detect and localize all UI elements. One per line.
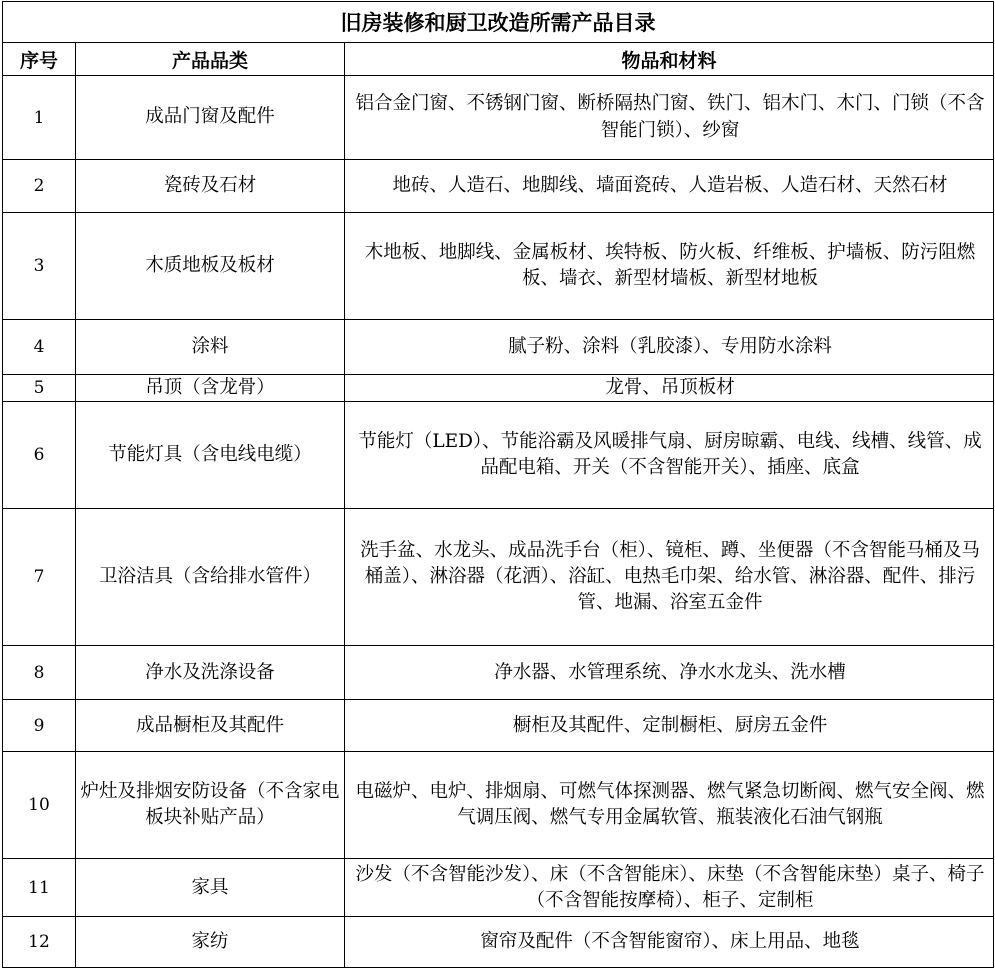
row-items: 龙骨、吊顶板材	[345, 375, 994, 402]
row-category: 吊顶（含龙骨）	[76, 375, 345, 402]
row-items: 电磁炉、电炉、排烟扇、可燃气体探测器、燃气紧急切断阀、燃气安全阀、燃气调压阀、燃气专用金属软管、瓶装液化石油气钢瓶	[345, 752, 994, 859]
row-number: 2	[3, 160, 76, 213]
row-category: 木质地板及板材	[76, 213, 345, 320]
row-category: 成品门窗及配件	[76, 76, 345, 160]
row-items: 洗手盆、水龙头、成品洗手台（柜）、镜柜、蹲、坐便器（不含智能马桶及马桶盖）、淋浴器（花洒）、浴缸、电热毛巾架、给水管、淋浴器、配件、排污管、地漏、浴室五金件	[345, 509, 994, 646]
header-category: 产品品类	[76, 43, 345, 76]
row-number: 10	[3, 752, 76, 859]
header-row	[3, 43, 994, 76]
row-number: 1	[3, 76, 76, 160]
row-category: 涂料	[76, 320, 345, 375]
row-items: 木地板、地脚线、金属板材、埃特板、防火板、纤维板、护墙板、防污阻燃板、墙衣、新型材墙板、新型材地板	[345, 213, 994, 320]
header-number: 序号	[3, 43, 76, 76]
row-number: 8	[3, 646, 76, 700]
table-title: 旧房装修和厨卫改造所需产品目录	[3, 2, 994, 43]
row-category: 成品橱柜及其配件	[76, 700, 345, 752]
table-row	[3, 320, 994, 375]
row-items: 橱柜及其配件、定制橱柜、厨房五金件	[345, 700, 994, 752]
row-number: 11	[3, 859, 76, 917]
row-category: 节能灯具（含电线电缆）	[76, 402, 345, 509]
table-row	[3, 917, 994, 968]
table-row	[3, 76, 994, 160]
table-row	[3, 402, 994, 509]
row-items: 腻子粉、涂料（乳胶漆）、专用防水涂料	[345, 320, 994, 375]
table-row	[3, 509, 994, 646]
row-items: 铝合金门窗、不锈钢门窗、断桥隔热门窗、铁门、铝木门、木门、门锁（不含智能门锁）、纱窗	[345, 76, 994, 160]
table-row	[3, 646, 994, 700]
table-row	[3, 859, 994, 917]
row-category: 家纺	[76, 917, 345, 968]
product-catalog-table	[2, 1, 994, 968]
row-category: 净水及洗涤设备	[76, 646, 345, 700]
row-items: 地砖、人造石、地脚线、墙面瓷砖、人造岩板、人造石材、天然石材	[345, 160, 994, 213]
row-items: 净水器、水管理系统、净水水龙头、洗水槽	[345, 646, 994, 700]
table-row	[3, 213, 994, 320]
title-row	[3, 2, 994, 43]
row-number: 12	[3, 917, 76, 968]
table-row	[3, 375, 994, 402]
header-items: 物品和材料	[345, 43, 994, 76]
table-row	[3, 160, 994, 213]
row-number: 9	[3, 700, 76, 752]
table-row	[3, 700, 994, 752]
row-items: 沙发（不含智能沙发）、床（不含智能床）、床垫（不含智能床垫）桌子、椅子（不含智能按摩椅）、柜子、定制柜	[345, 859, 994, 917]
row-category: 炉灶及排烟安防设备（不含家电板块补贴产品）	[76, 752, 345, 859]
row-number: 4	[3, 320, 76, 375]
row-category: 家具	[76, 859, 345, 917]
row-number: 6	[3, 402, 76, 509]
row-number: 5	[3, 375, 76, 402]
row-items: 节能灯（LED）、节能浴霸及风暖排气扇、厨房晾霸、电线、线槽、线管、成品配电箱、开关（不含智能开关）、插座、底盒	[345, 402, 994, 509]
row-items: 窗帘及配件（不含智能窗帘）、床上用品、地毯	[345, 917, 994, 968]
row-category: 卫浴洁具（含给排水管件）	[76, 509, 345, 646]
table-row	[3, 752, 994, 859]
row-category: 瓷砖及石材	[76, 160, 345, 213]
row-number: 3	[3, 213, 76, 320]
row-number: 7	[3, 509, 76, 646]
